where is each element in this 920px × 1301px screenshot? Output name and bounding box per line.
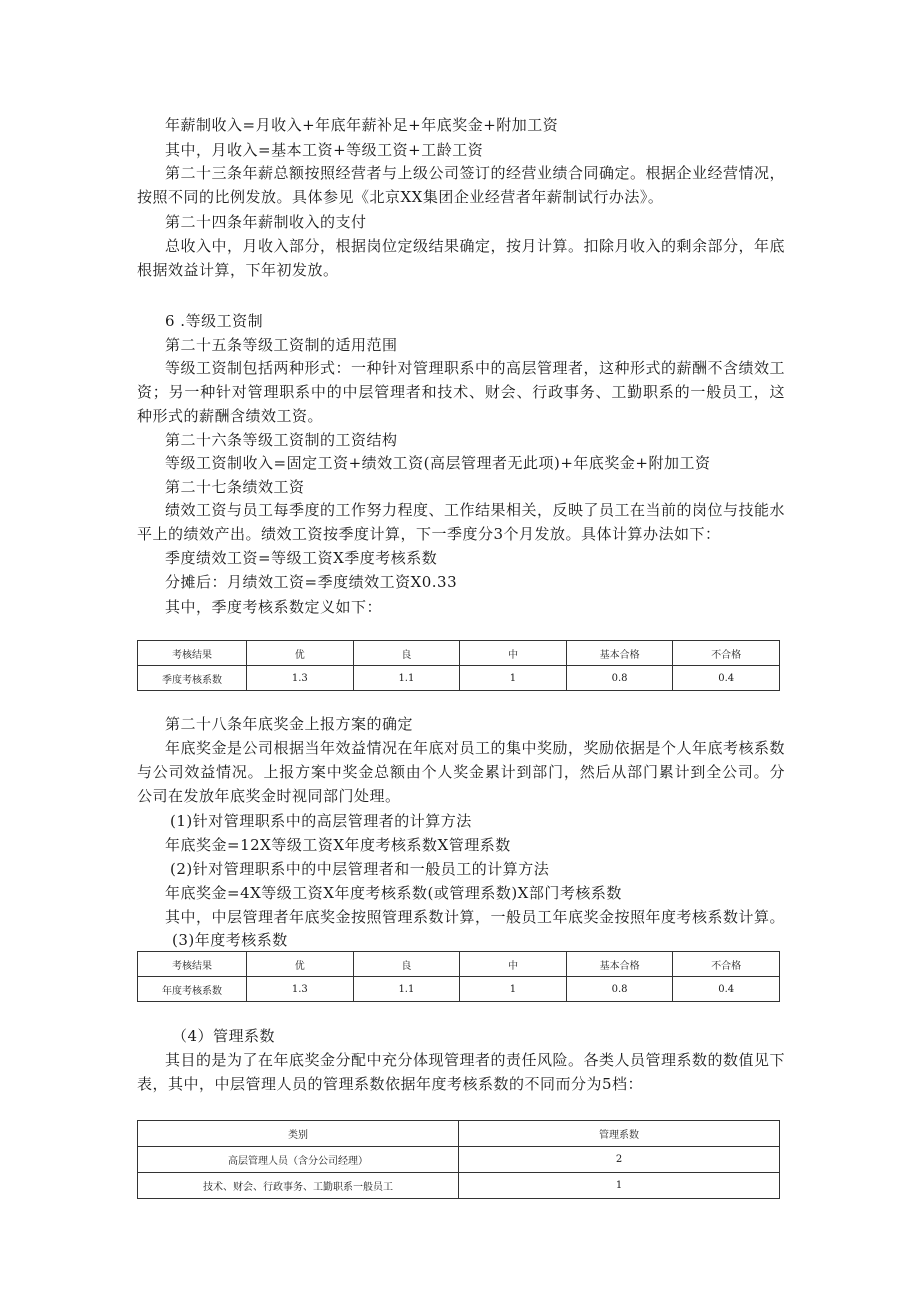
article-27-paragraph: 绩效工资与员工每季度的工作努力程度、工作结果相关，反映了员工在当前的岗位与技能水平上的绩效产出。绩效工资按季度计算，下一季度分3个月发放。具体计算办法如下： (137, 501, 786, 543)
table-cell: 高层管理人员（含分公司经理） (138, 1147, 459, 1173)
article-28-heading: 第二十八条年底奖金上报方案的确定 (165, 715, 414, 733)
table-cell: 考核结果 (138, 641, 247, 666)
management-coefficient-table (137, 1120, 780, 1199)
bonus-note: 其中，中层管理者年底奖金按照管理系数计算，一般员工年底奖金按照年度考核系数计算。 (165, 908, 786, 926)
table-header-row (138, 641, 780, 666)
formula-annual-salary: 年薪制收入=月收入+年底年薪补足+年底奖金+附加工资 (165, 116, 559, 134)
table-cell: 管理系数 (459, 1121, 780, 1147)
article-25-heading: 第二十五条等级工资制的适用范围 (165, 336, 398, 354)
table-row (138, 1173, 780, 1199)
table-cell: 类别 (138, 1121, 459, 1147)
table-cell: 基本合格 (566, 952, 673, 977)
table-cell: 中 (460, 641, 567, 666)
table-cell: 季度考核系数 (138, 666, 247, 691)
middle-bonus-formula: 年底奖金=4X等级工资X年度考核系数(或管理系数)X部门考核系数 (165, 884, 622, 902)
table-cell: 中 (460, 952, 567, 977)
table-cell: 1 (460, 977, 567, 1002)
table-header-row (138, 1121, 780, 1147)
table-cell: 0.4 (673, 666, 780, 691)
table-cell: 2 (459, 1147, 780, 1173)
monthly-income-formula: 其中，月收入=基本工资+等级工资+工龄工资 (165, 141, 484, 159)
table-cell: 1 (460, 666, 567, 691)
table-cell: 1.3 (247, 666, 354, 691)
senior-bonus-formula: 年底奖金=12X等级工资X年度考核系数X管理系数 (165, 836, 511, 854)
table-row (138, 977, 780, 1002)
article-25-paragraph: 等级工资制包括两种形式：一种针对管理职系中的高层管理者，这种形式的薪酬不含绩效工资；另一种针对管理职系中的中层管理者和技术、财会、行政事务、工勤职系的一般员工，这种形式的薪酬含绩效工资。 (137, 359, 786, 425)
table-cell: 0.8 (566, 977, 673, 1002)
article-28-paragraph: 年底奖金是公司根据当年效益情况在年底对员工的集中奖励，奖励依据是个人年底考核系数与公司效益情况。上报方案中奖金总额由个人奖金累计到部门，然后从部门累计到全公司。分公司在发放年底奖金时视同部门处理。 (137, 739, 786, 805)
table-cell: 1.3 (247, 977, 354, 1002)
article-23-paragraph: 第二十三条年薪总额按照经营者与上级公司签订的经营业绩合同确定。根据企业经营情况，按照不同的比例发放。具体参见《北京XX集团企业经营者年薪制试行办法》。 (137, 164, 786, 206)
table-cell: 不合格 (673, 641, 780, 666)
table-cell: 考核结果 (138, 952, 247, 977)
article-26-heading: 第二十六条等级工资制的工资结构 (165, 431, 398, 449)
table-header-row (138, 952, 780, 977)
table-cell: 技术、财会、行政事务、工勤职系一般员工 (138, 1173, 459, 1199)
table-row (138, 666, 780, 691)
quarterly-coefficient-table (137, 640, 780, 691)
table-cell: 优 (247, 952, 354, 977)
table-cell: 1.1 (353, 666, 460, 691)
management-coefficient-heading: （4）管理系数 (172, 1027, 276, 1045)
table-cell: 优 (247, 641, 354, 666)
article-24-paragraph: 总收入中，月收入部分，根据岗位定级结果确定，按月计算。扣除月收入的剩余部分，年底根据效益计算，下年初发放。 (137, 237, 786, 279)
table-cell: 不合格 (673, 952, 780, 977)
article-24-heading: 第二十四条年薪制收入的支付 (165, 213, 367, 231)
table-cell: 0.8 (566, 666, 673, 691)
management-coefficient-paragraph: 其目的是为了在年底奖金分配中充分体现管理者的责任风险。各类人员管理系数的数值见下表，其中，中层管理人员的管理系数依据年度考核系数的不同而分为5档： (137, 1051, 786, 1093)
table-row (138, 1147, 780, 1173)
coefficient-definition-intro: 其中，季度考核系数定义如下： (165, 598, 383, 616)
table-cell: 良 (353, 952, 460, 977)
table-cell: 1.1 (353, 977, 460, 1002)
senior-method-heading: (1)针对管理职系中的高层管理者的计算方法 (170, 812, 472, 830)
table-cell: 基本合格 (566, 641, 673, 666)
grade-wage-formula: 等级工资制收入=固定工资+绩效工资(高层管理者无此项)+年底奖金+附加工资 (165, 454, 711, 472)
table-cell: 0.4 (673, 977, 780, 1002)
quarterly-formula: 季度绩效工资=等级工资X季度考核系数 (165, 549, 438, 567)
annual-coefficient-heading: (3)年度考核系数 (172, 931, 288, 949)
monthly-allocation-formula: 分摊后：月绩效工资=季度绩效工资X0.33 (165, 573, 458, 591)
middle-method-heading: (2)针对管理职系中的中层管理者和一般员工的计算方法 (170, 860, 550, 878)
table-cell: 1 (459, 1173, 780, 1199)
table-cell: 良 (353, 641, 460, 666)
section-6-heading: 6 .等级工资制 (165, 312, 264, 330)
annual-coefficient-table (137, 951, 780, 1002)
article-27-heading: 第二十七条绩效工资 (165, 478, 305, 496)
table-cell: 年度考核系数 (138, 977, 247, 1002)
